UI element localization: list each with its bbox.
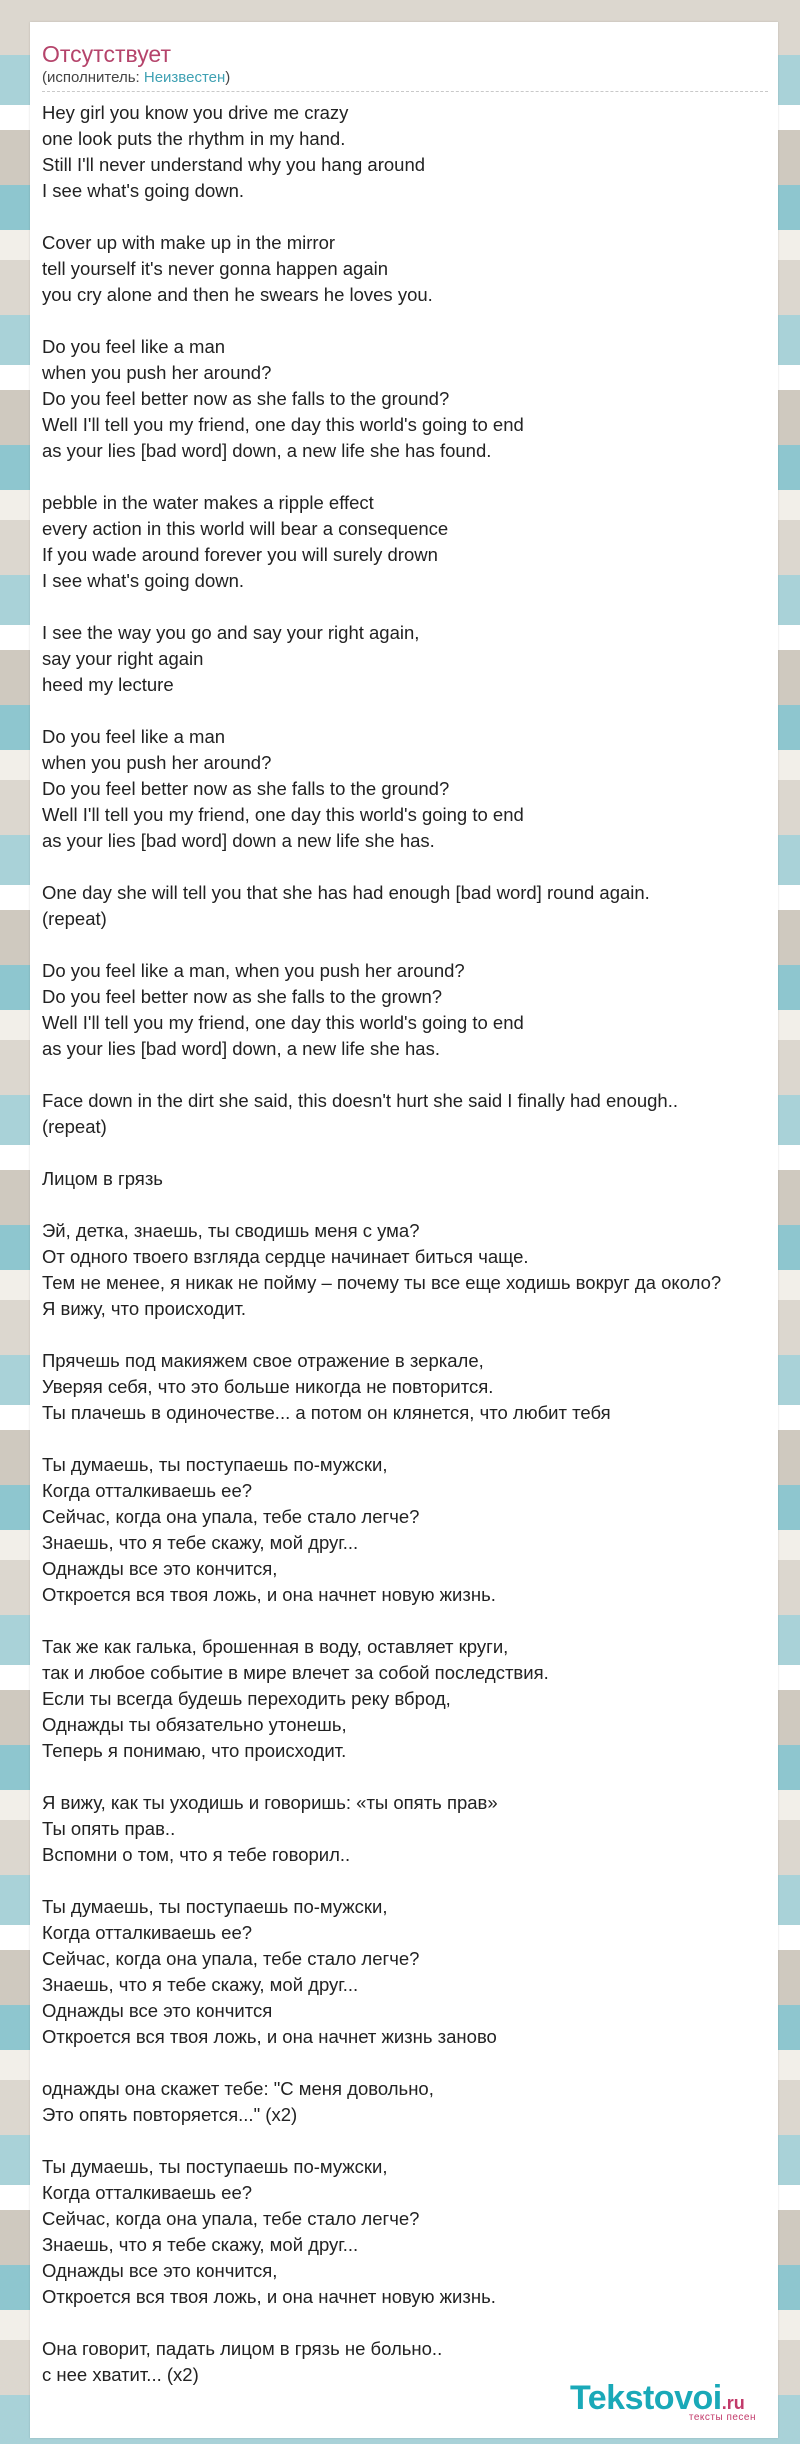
lyric-line: I see what's going down.	[42, 180, 245, 201]
lyric-line: Do you feel better now as she falls to the ground?	[42, 778, 450, 799]
lyric-line: every action in this world will bear a consequence	[42, 518, 449, 539]
lyric-line: Уверяя себя, что это больше никогда не повторится.	[42, 1376, 494, 1397]
stanza-break	[42, 1608, 768, 1634]
lyric-line: when you push her around?	[42, 362, 272, 383]
lyric-line: Знаешь, что я тебе скажу, мой друг...	[42, 2234, 359, 2255]
lyric-line: От одного твоего взгляда сердце начинает биться чаще.	[42, 1246, 529, 1267]
lyric-line: you cry alone and then he swears he loves you.	[42, 284, 433, 305]
lyric-line: с нее хватит... (x2)	[42, 2364, 199, 2385]
lyric-line: Однажды ты обязательно утонешь,	[42, 1714, 347, 1735]
lyric-line: Она говорит, падать лицом в грязь не больно..	[42, 2338, 443, 2359]
performer-suffix: )	[225, 69, 231, 86]
lyric-line: (repeat)	[42, 1116, 107, 1137]
lyric-line: Do you feel like a man, when you push her around?	[42, 960, 465, 981]
lyric-line: Лицом в грязь	[42, 1168, 163, 1189]
lyric-line: Вспомни о том, что я тебе говорил..	[42, 1844, 351, 1865]
performer-link[interactable]: Неизвестен	[143, 69, 226, 86]
stanza-break	[42, 932, 768, 958]
lyric-line: Сейчас, когда она упала, тебе стало легче?	[42, 1506, 420, 1527]
lyric-line: Когда отталкиваешь ее?	[42, 1922, 253, 1943]
logo-wordmark: Tekstovoi	[570, 2379, 722, 2417]
lyric-line: Well I'll tell you my friend, one day this world's going to end	[42, 1012, 524, 1033]
lyric-line: Сейчас, когда она упала, тебе стало легче?	[42, 2208, 420, 2229]
stanza-break	[42, 308, 768, 334]
lyric-line: Знаешь, что я тебе скажу, мой друг...	[42, 1532, 359, 1553]
lyric-line: так и любое событие в мире влечет за собой последствия.	[42, 1662, 549, 1683]
lyrics-text	[42, 100, 768, 2388]
lyrics-card	[30, 22, 778, 2438]
lyric-line: Still I'll never understand why you hang around	[42, 154, 426, 175]
lyric-line: Когда отталкиваешь ее?	[42, 1480, 253, 1501]
lyric-line: Однажды все это кончится,	[42, 2260, 278, 2281]
lyric-line: heed my lecture	[42, 674, 174, 695]
lyric-line: If you wade around forever you will surely drown	[42, 544, 438, 565]
lyric-line: I see what's going down.	[42, 570, 245, 591]
stanza-break	[42, 1322, 768, 1348]
lyric-line: I see the way you go and say your right again,	[42, 622, 420, 643]
stanza-break	[42, 594, 768, 620]
stanza-break	[42, 1140, 768, 1166]
lyric-line: Do you feel better now as she falls to the grown?	[42, 986, 443, 1007]
site-logo[interactable]	[570, 2381, 800, 2423]
lyric-line: Однажды все это кончится,	[42, 1558, 278, 1579]
stanza-break	[42, 2128, 768, 2154]
lyric-line: Face down in the dirt she said, this doesn't hurt she said I finally had enough..	[42, 1090, 679, 1111]
stanza-break	[42, 1426, 768, 1452]
lyric-line: One day she will tell you that she has had enough [bad word] round again.	[42, 882, 650, 903]
performer-prefix: (исполнитель:	[42, 69, 144, 86]
lyric-line: Do you feel better now as she falls to the ground?	[42, 388, 450, 409]
lyric-line: Откроется вся твоя ложь, и она начнет новую жизнь.	[42, 2286, 496, 2307]
lyric-line: Так же как галька, брошенная в воду, оставляет круги,	[42, 1636, 509, 1657]
stanza-break	[42, 698, 768, 724]
lyric-line: pebble in the water makes a ripple effect	[42, 492, 374, 513]
logo-tld: .ru	[721, 2393, 745, 2413]
stanza-break	[42, 1062, 768, 1088]
lyric-line: однажды она скажет тебе: "С меня довольно,	[42, 2078, 434, 2099]
lyric-line: Это опять повторяется..." (x2)	[42, 2104, 298, 2125]
lyric-line: (repeat)	[42, 908, 107, 929]
lyric-line: one look puts the rhythm in my hand.	[42, 128, 346, 149]
lyric-line: Откроется вся твоя ложь, и она начнет новую жизнь.	[42, 1584, 496, 1605]
stanza-break	[42, 1192, 768, 1218]
lyric-line: when you push her around?	[42, 752, 272, 773]
lyric-line: Я вижу, как ты уходишь и говоришь: «ты опять прав»	[42, 1792, 498, 1813]
lyric-line: Cover up with make up in the mirror	[42, 232, 336, 253]
lyric-line: Я вижу, что происходит.	[42, 1298, 247, 1319]
lyric-line: Ты думаешь, ты поступаешь по-мужски,	[42, 1896, 388, 1917]
lyric-line: Теперь я понимаю, что происходит.	[42, 1740, 347, 1761]
lyric-line: Hey girl you know you drive me crazy	[42, 102, 349, 123]
lyric-line: say your right again	[42, 648, 204, 669]
lyric-line: Ты плачешь в одиночестве... а потом он клянется, что любит тебя	[42, 1402, 611, 1423]
lyric-line: Ты думаешь, ты поступаешь по-мужски,	[42, 2156, 388, 2177]
lyric-line: Do you feel like a man	[42, 726, 226, 747]
logo-tagline: тексты песен	[688, 2412, 756, 2423]
stanza-break	[42, 854, 768, 880]
lyric-line: Тем не менее, я никак не пойму – почему ты все еще ходишь вокруг да около?	[42, 1272, 722, 1293]
stanza-break	[42, 1764, 768, 1790]
stanza-break	[42, 2310, 768, 2336]
lyric-line: as your lies [bad word] down, a new life she has.	[42, 1038, 440, 1059]
lyric-line: Well I'll tell you my friend, one day this world's going to end	[42, 804, 524, 825]
lyric-line: Эй, детка, знаешь, ты сводишь меня с ума?	[42, 1220, 420, 1241]
lyric-line: Do you feel like a man	[42, 336, 226, 357]
lyric-line: as your lies [bad word] down a new life she has.	[42, 830, 435, 851]
lyric-line: Ты думаешь, ты поступаешь по-мужски,	[42, 1454, 388, 1475]
lyric-line: Откроется вся твоя ложь, и она начнет жизнь заново	[42, 2026, 497, 2047]
lyric-line: Ты опять прав..	[42, 1818, 176, 1839]
stanza-break	[42, 464, 768, 490]
lyric-line: Well I'll tell you my friend, one day this world's going to end	[42, 414, 524, 435]
song-title: Отсутствует	[42, 41, 171, 67]
performer-line	[42, 68, 768, 88]
lyric-line: tell yourself it's never gonna happen again	[42, 258, 389, 279]
lyric-line: Когда отталкиваешь ее?	[42, 2182, 253, 2203]
lyric-line: as your lies [bad word] down, a new life she has found.	[42, 440, 492, 461]
stanza-break	[42, 2050, 768, 2076]
lyric-line: Сейчас, когда она упала, тебе стало легче?	[42, 1948, 420, 1969]
lyric-line: Если ты всегда будешь переходить реку вброд,	[42, 1688, 451, 1709]
stanza-break	[42, 1868, 768, 1894]
lyric-line: Однажды все это кончится	[42, 2000, 273, 2021]
lyric-line: Знаешь, что я тебе скажу, мой друг...	[42, 1974, 359, 1995]
lyric-line: Прячешь под макияжем свое отражение в зеркале,	[42, 1350, 484, 1371]
stanza-break	[42, 204, 768, 230]
dashed-divider	[42, 91, 768, 92]
